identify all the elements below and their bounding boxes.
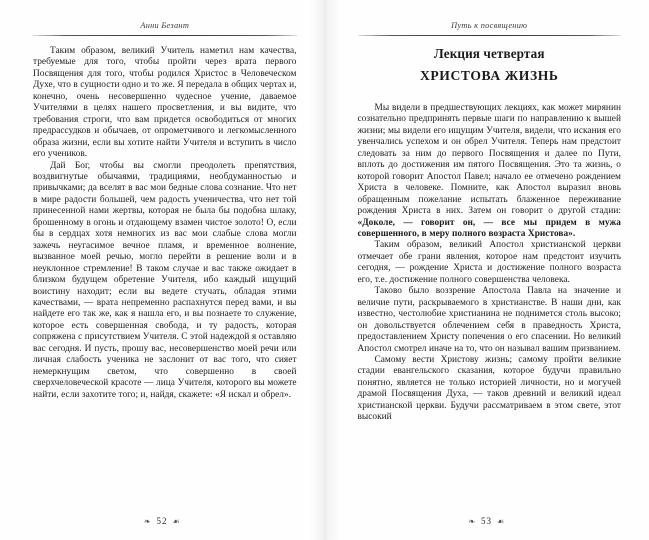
paragraph: [358, 240, 622, 286]
paragraph: [358, 103, 622, 240]
folio-number: 53: [481, 516, 493, 526]
chapter-label: Лекция четвертая: [433, 46, 545, 61]
folio-number: 52: [156, 516, 168, 526]
running-head-left: Анни Безант: [140, 21, 190, 30]
paragraph: [358, 286, 622, 355]
title-spacer: [358, 84, 622, 103]
paragraph-text: Мы видели в предшествующих лекциях, как может мирянин сознательно предпринять первые шаги по направлению к вышей жизни; мы видели его ищущим Учителя, видели, что искания его увенчались успехом и он обрел Учителя. Теперь нам предстоит следовать за ним до первого Посвящения и далее по Пути, вплоть до достижения им пятого Посвящения. Это та жизнь, о которой говорит Апостол Павел; начало ее отмечено рождением Христа в человеке. Помните, как Апостол выразил вновь обращенным пожелание испытать блаженное переживание рождения Христа в них. Затем он говорит о другой стадии:: [357, 103, 621, 217]
body-text-left: [33, 46, 297, 401]
running-head-right: Путь к посвящению: [451, 21, 528, 30]
fleuron-right-icon: ☙: [497, 516, 506, 526]
chapter-title: ХРИСТОВА ЖИЗНЬ: [419, 68, 559, 83]
paragraph: [358, 355, 622, 424]
paragraph: Таким образом, великий Учитель наметил нам качества, требуемые для того, чтобы пройти через врата первого Посвящения для того, чтобы родился Христос в Человеческом Духе, что в сущности одно и то же. Я передала в общих чертах и, конечно, очень несовершенно чудесное учение, даваемое Учителями в целях нашего просветления, и вы видите, что требования строги, что вам придется освободиться от многих предрассудков и обычаев, от опрометчивого и легкомысленного образа жизни, если вы хотите найти Учителя и вступить в число его учеников.: [33, 46, 297, 160]
fleuron-left-icon: ❧: [468, 516, 477, 526]
fleuron-left-icon: ❧: [143, 516, 152, 526]
page-number-left: [0, 516, 325, 526]
page-right: [325, 0, 649, 540]
fleuron-right-icon: ☙: [172, 516, 181, 526]
paragraph: Дай Бог, чтобы вы смогли преодолеть препятствия, воздвигнутые обычаями, традициями, необдуманностью и привычками; да вселят в вас мои бедные слова сознание. Что нет в мире радости большей, чем радость ученичества, что нет той принесенной нами жертвы, которая не была бы подобна шлаку, брошенному в огонь и отдающему взамен чистое золото! О, если бы в сердцах хотя немногих из вас мои слабые слова могли зажечь неугасимое вечное пламя, и временное волнение, вызванное моей речью, могло перейти в решение воли и в неуклонное стремление! В таком случае и вас также ожидает в близком будущем обретение Учителя, ибо каждый ищущий воистину находит; если вы ведете стучать, обладая этими качествами, — врата непременно распахнутся перед вами, и вы найдете его так же, как я нашла его, и вы познаете то служение, которое есть совершенная свобода, и ту радость, которая сопряжена с присутствием Учителя. С этой надеждой я оставляю вас сегодня. И пусть, прошу вас, несовершенство моей речи или личная слабость ученика не заслонит от вас того, что сияет немеркнущим светом, что совершенно в своей сверхчеловеческой красоте — лица Учителя, которого вы можете найти, если захотите того; и, найдя, скажете: «Я искал и обрел».: [33, 160, 297, 400]
paragraph-text: Самому вести Христову жизнь; самому пройти великие стадии евангельского сказания, которое будучи правильно понятно, является не только историей личности, но и могучей драмой Посвящения Духа, — таков древний и великий идеал христианской церкви. Будучи рассматриваем в этом свете, этот высокий: [357, 354, 621, 423]
page-number-right: [325, 516, 649, 526]
header-rule-left: [33, 35, 297, 36]
paragraph-text: Таково было воззрение Апостола Павла на значение и величие пути, раскрываемого в христианстве. В наши дни, как известно, честолюбие христианина не поднимется столь высоко; он довольствуется облечением себя в праведность Христа, предоставлением Христу попечения о его спасении. Но великий Апостол смотрел иначе на то, что он называл вашим призванием.: [357, 286, 621, 354]
header-rule-right: [358, 35, 622, 36]
quoted-scripture-text: «Доколе, — говорит он, — все мы придем в мужа совершенного, в меру полного возраста Христова».: [357, 217, 621, 239]
paragraph-text: Таким образом, великий Апостол христианской церкви отмечает обе грани явления, которое нам предстоит изучить сегодня, — рождение Христа и достижение полного возраста его, т.е. достижение полного совершенства человека.: [357, 240, 621, 285]
body-text-right: [358, 103, 622, 424]
